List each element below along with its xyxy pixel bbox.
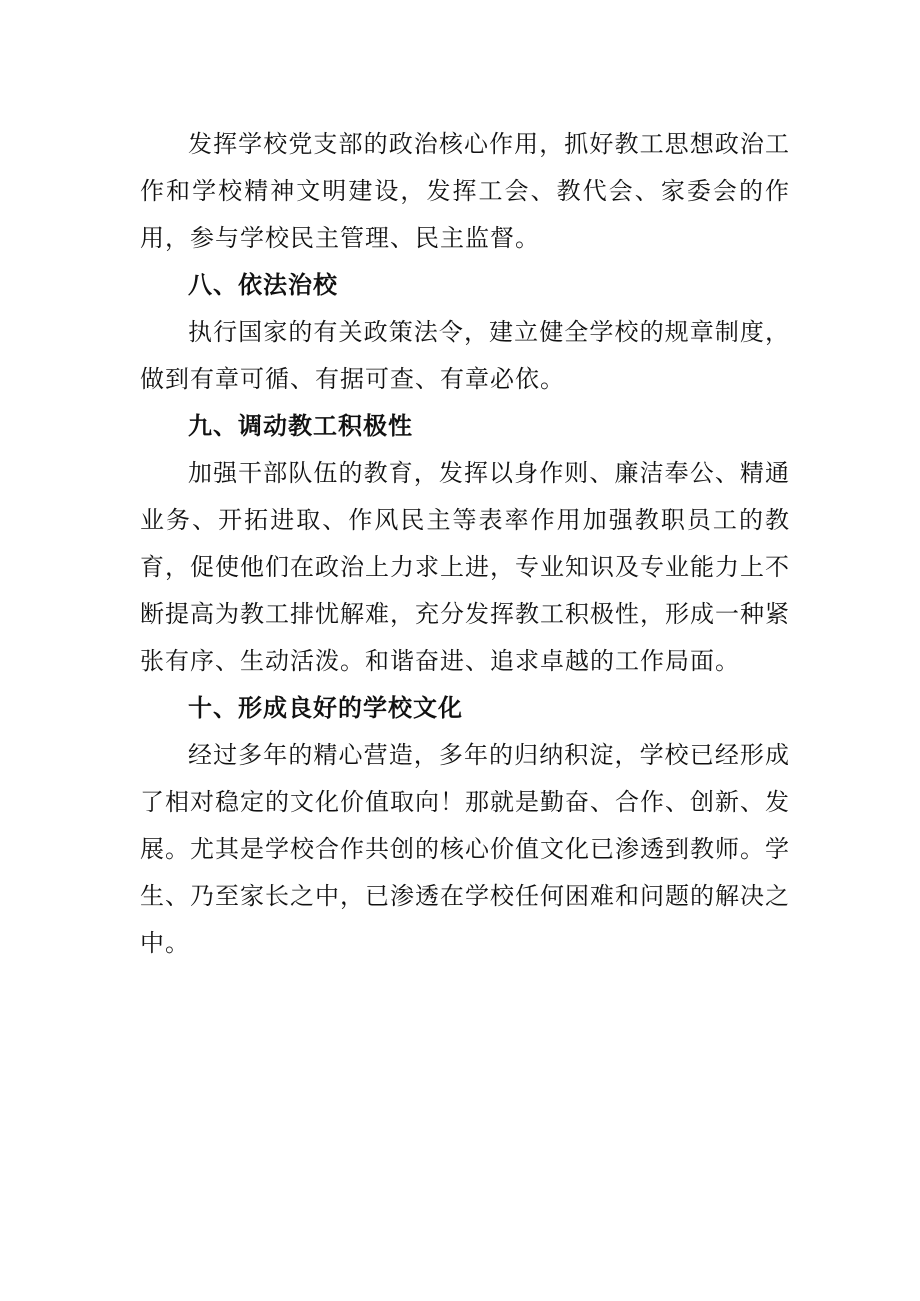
heading-rule-of-law: 八、依法治校 — [188, 271, 338, 299]
paragraph-staff-motivation: 加强干部队伍的教育，发挥以身作则、廉洁奉公、精通业务、开拓进取、作风民主等表率作用加强教职员工的教育，促使他们在政治上力求上进，专业知识及专业能力上不断提高为教工排忧解难，充分发挥教工积极性，形成一种紧张有序、生动活泼。和谐奋进、追求卓越的工作局面。 — [140, 459, 790, 675]
paragraph-rule-of-law: 执行国家的有关政策法令，建立健全学校的规章制度，做到有章可循、有据可查、有章必依。 — [140, 318, 790, 393]
paragraph-party-branch: 发挥学校党支部的政治核心作用，抓好教工思想政治工作和学校精神文明建设，发挥工会、教代会、家委会的作用，参与学校民主管理、民主监督。 — [140, 130, 790, 252]
heading-staff-motivation: 九、调动教工积极性 — [188, 412, 413, 440]
heading-school-culture: 十、形成良好的学校文化 — [188, 694, 463, 722]
paragraph-school-culture: 经过多年的精心营造，多年的归纳积淀，学校已经形成了相对稳定的文化价值取向！那就是勤奋、合作、创新、发展。尤其是学校合作共创的核心价值文化已渗透到教师。学生、乃至家长之中，已渗透在学校任何困难和问题的解决之中。 — [140, 741, 790, 957]
document-body — [140, 121, 790, 967]
